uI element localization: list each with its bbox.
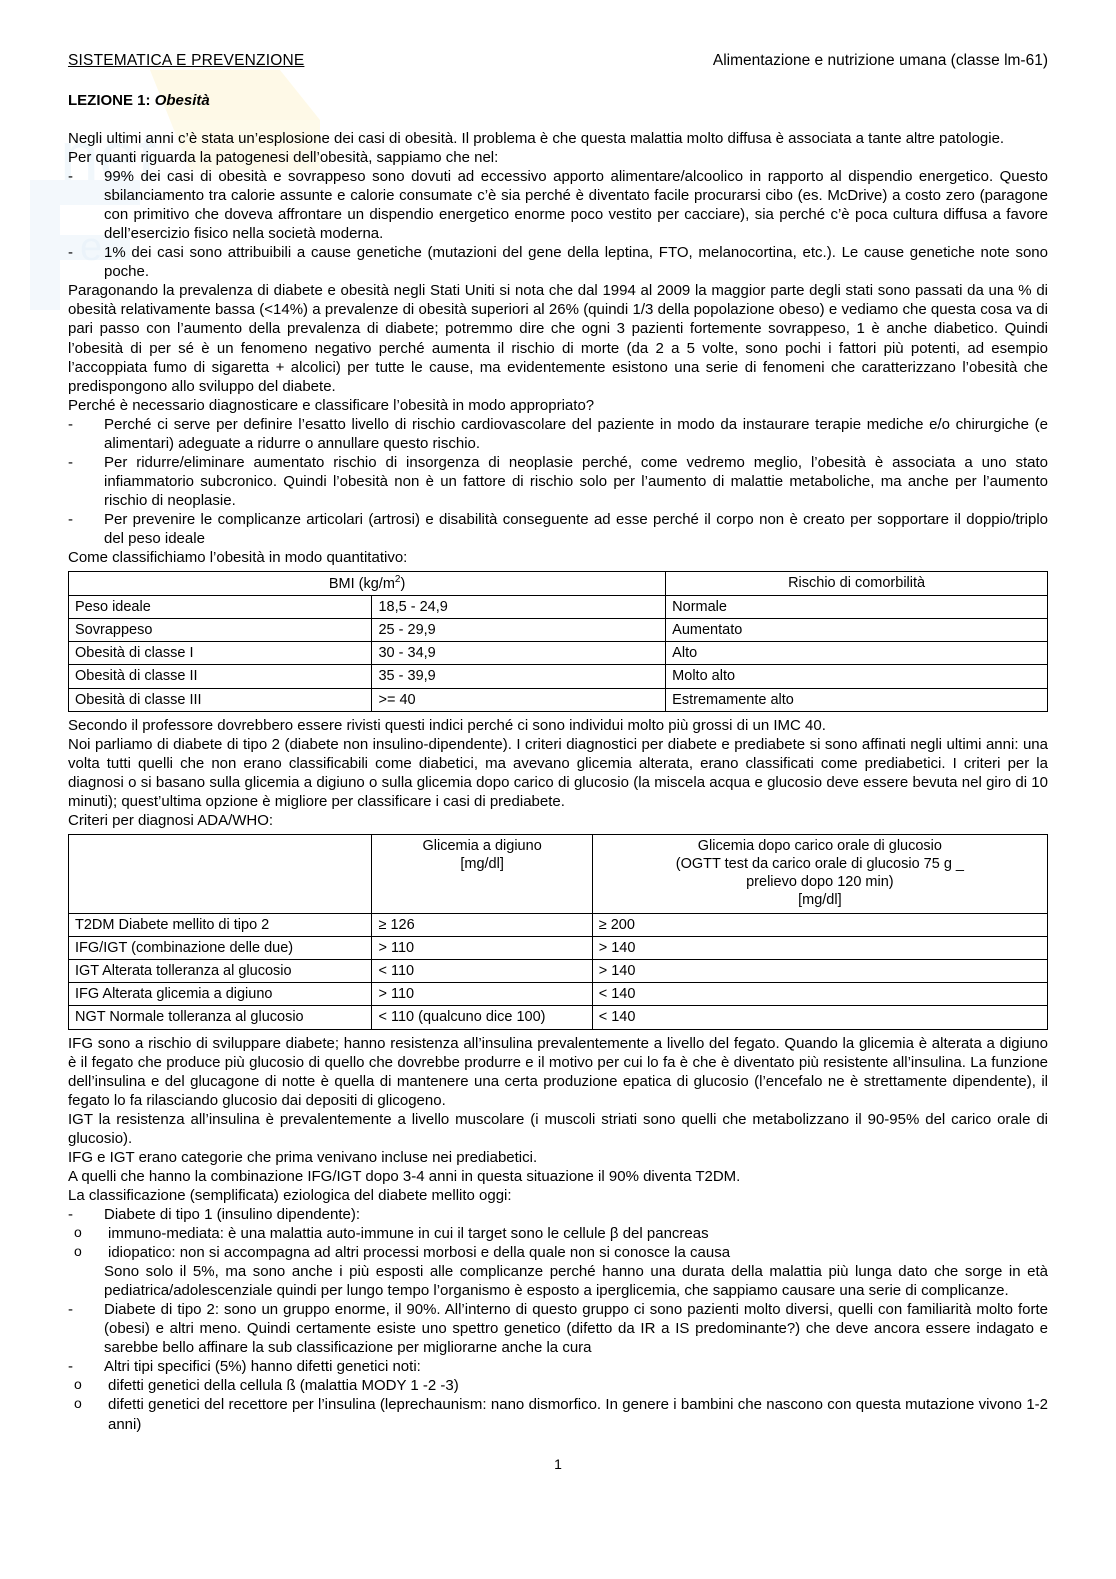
cell-category: Obesità di classe III xyxy=(69,688,372,711)
paragraph-classification-intro: La classificazione (semplificata) eziologica del diabete mellito oggi: xyxy=(68,1186,512,1204)
list-type1-subtypes xyxy=(68,1224,1048,1262)
cell-condition: IFG/IGT (combinazione delle due) xyxy=(69,937,372,960)
list-pathogenesis xyxy=(68,167,1048,281)
list-item: - Perché ci serve per definire l’esatto livello di rischio cardiovascolare del paziente in modo da instaurare terapie mediche e/o chirurgiche (e alimentari) adeguate a ridurre o annullare questo rischio. xyxy=(68,415,1048,453)
cell-ogtt: > 140 xyxy=(592,937,1047,960)
header-program-name: Alimentazione e nutrizione umana (classe lm-61) xyxy=(712,52,1048,69)
cell-bmi: 18,5 - 24,9 xyxy=(372,596,666,619)
list-item: - Diabete di tipo 2: sono un gruppo enorme, il 90%. All’interno di questo gruppo ci sono pazienti molto diversi, quelli con familiarità molto forte (obesi) e altri meno. Quindi certamente esiste uno spettro genetico (difetto da IR a IS predominante?) che deve ancora essere indagato e sarebbe bello affinare la sub classificazione per migliorarne anche la cura xyxy=(68,1300,1048,1357)
cell-risk: Alto xyxy=(666,642,1048,665)
paragraph-us-prevalence: Paragonando la prevalenza di diabete e obesità negli Stati Uniti si nota che dal 1994 al 2009 la maggior parte degli stati sono passati da una % di obesità relativamente bassa (<14%) a prevalenze di obesità superiori al 26% (quindi 1/3 della popolazione obeso) e vediamo che questa cosa va di pari passo con l’aumento della prevalenza di diabete; potremmo dire che ogni 3 pazienti fortemente sovrappeso, 1 è anche diabetico. Quindi l’obesità di per sé è un fenomeno negativo perché aumenta il rischio di morte (da 2 a 5 volte, sono pochi i fattori più potenti, ad esempio l’accoppiata fumo di sigaretta + alcolici) per tutte le cause, ma evidentemente esistono una serie di fenomeni che caratterizzano l’obesità che predispongono allo sviluppo del diabete. xyxy=(68,282,1048,395)
table-row xyxy=(69,960,1048,983)
cell-condition: IFG Alterata glicemia a digiuno xyxy=(69,983,372,1006)
cell-category: Obesità di classe II xyxy=(69,665,372,688)
cell-fasting: > 110 xyxy=(372,937,592,960)
ada-header-empty xyxy=(69,834,372,913)
table-row xyxy=(69,913,1048,936)
cell-fasting: < 110 xyxy=(372,960,592,983)
ada-who-criteria-table xyxy=(68,834,1048,1030)
ada-header-ogtt: Glicemia dopo carico orale di glucosio (OGTT test da carico orale di glucosio 75 g _ prelievo dopo 120 min) [mg/dl] xyxy=(592,834,1047,913)
paragraph-ifg-igt-categories: IFG e IGT erano categorie che prima venivano incluse nei prediabetici. xyxy=(68,1148,538,1166)
lesson-prefix: LEZIONE 1 xyxy=(68,92,146,109)
cell-fasting: > 110 xyxy=(372,983,592,1006)
cell-bmi: >= 40 xyxy=(372,688,666,711)
list-item: o difetti genetici del recettore per l’insulina (leprechaunism: nano dismorfico. In genere i bambini che nascono con questa mutazione vivono 1-2 anni) xyxy=(68,1395,1048,1433)
paragraph-ada-who-intro: Criteri per diagnosi ADA/WHO: xyxy=(68,811,274,829)
cell-ogtt: ≥ 200 xyxy=(592,913,1047,936)
table-row xyxy=(69,596,1048,619)
lesson-heading xyxy=(68,92,1048,109)
cell-ogtt: < 140 xyxy=(592,983,1047,1006)
cell-bmi: 35 - 39,9 xyxy=(372,665,666,688)
cell-fasting: < 110 (qualcuno dice 100) xyxy=(372,1006,592,1029)
list-diabetes-types xyxy=(68,1205,1048,1224)
bmi-classification-table xyxy=(68,571,1048,712)
cell-risk: Molto alto xyxy=(666,665,1048,688)
list-item: - 99% dei casi di obesità e sovrappeso sono dovuti ad eccessivo apporto alimentare/alcoolico in rapporto al dispendio energetico. Questo sbilanciamento tra calorie assunte e calorie consumate c’è sia perché è diventato facile procurarsi cibo (es. McDrive) a costo zero (paragone con primitivo che doveva affrontare un dispendio energetico enorme poco vestito per cacciare), sia perché c’è poca cultura diffusa a favore dell’esercizio fisico nella società moderna. xyxy=(68,167,1048,243)
lesson-separator: : xyxy=(145,92,155,109)
bmi-header-exponent: 2 xyxy=(394,574,401,586)
list-item: - Diabete di tipo 1 (insulino dipendente): xyxy=(68,1205,1048,1224)
table-row xyxy=(69,688,1048,711)
paragraph-why-classify: Perché è necessario diagnosticare e classificare l’obesità in modo appropriato? xyxy=(68,396,595,414)
list-other-specific-types xyxy=(68,1376,1048,1433)
page-number: 1 xyxy=(554,1455,562,1472)
table-header-row xyxy=(69,572,1048,596)
cell-bmi: 25 - 29,9 xyxy=(372,619,666,642)
list-diabetes-types-2 xyxy=(68,1300,1048,1376)
table-row xyxy=(69,1006,1048,1029)
bmi-header-bmi: BMI $(kg/m^2)$ xyxy=(69,572,666,596)
cell-condition: IGT Alterata tolleranza al glucosio xyxy=(69,960,372,983)
table-row xyxy=(69,665,1048,688)
paragraph-pathogenesis-intro: Per quanti riguarda la patogenesi dell’obesità, sappiamo che nel: xyxy=(68,149,499,167)
bmi-header-risk: Rischio di comorbilità xyxy=(666,572,1048,596)
list-item: - Per ridurre/eliminare aumentato rischio di insorgenza di neoplasie perché, come vedremo meglio, l’obesità è associata a uno stato infiammatorio subcronico. Quindi l’obesità non è un fattore di rischio solo per l’aumento di malattie metaboliche, ma anche per l’aumento rischio di neoplasie. xyxy=(68,453,1048,510)
cell-category: Peso ideale xyxy=(69,596,372,619)
cell-category: Sovrappeso xyxy=(69,619,372,642)
cell-risk: Normale xyxy=(666,596,1048,619)
list-item: - Per prevenire le complicanze articolari (artrosi) e disabilità conseguente ad esse perché il corpo non è creato per sopportare il doppio/triplo del peso ideale xyxy=(68,510,1048,548)
header-course-title: SISTEMATICA E PREVENZIONE xyxy=(68,52,305,69)
paragraph-type1-note: Sono solo il 5%, ma sono anche i più esposti alle complicanze perché hanno una durata della malattia più lunga dato che sorge in età pediatrica/adolescenziale quindi per lungo tempo l’organismo è esposto a iperglicemia, che sappiamo causare una serie di complicanze. xyxy=(104,1263,1048,1300)
cell-risk: Aumentato xyxy=(666,619,1048,642)
table-row xyxy=(69,642,1048,665)
cell-risk: Estremamente alto xyxy=(666,688,1048,711)
list-item: - 1% dei casi sono attribuibili a cause genetiche (mutazioni del gene della leptina, FTO, melanocortina, etc.). Le cause genetiche note sono poche. xyxy=(68,243,1048,281)
list-item: o immuno-mediata: è una malattia auto-immune in cui il target sono le cellule β del pancreas xyxy=(68,1224,1048,1243)
paragraph-ifg: IFG sono a rischio di sviluppare diabete; hanno resistenza all’insulina prevalentemente a livello del fegato. Quando la glicemia è alterata a digiuno è il fegato che produce più glucosio di quello che dovrebbe produrre e il motivo per cui lo fa è che è diventato più resistente all’insulina. La funzione dell’insulina e del glucagone di notte è quella di mantenere una certa produzione epatica di glucosio (l’encefalo ne è strettamente dipendente), il fegato lo fa rilasciando glucosio dai depositi di glicogeno. xyxy=(68,1034,1048,1109)
svg-text:e: e xyxy=(80,225,103,269)
paragraph-type2-criteria: Noi parliamo di diabete di tipo 2 (diabete non insulino-dipendente). I criteri diagnostici per diabete e prediabete si sono affinati negli ultimi anni: una volta tutti quelli che non erano classificabili come diabetici, ma avevano glicemia alterata, erano classificati come prediabetici. I criteri per la diagnosi o si basano sulla glicemia a digiuno o sulla glicemia dopo carico di glucosio (la miscela acqua e glucosio deve essere bevuta nel giro di 10 minuti); quest’ultima opzione è migliore per classificare i casi di prediabete. xyxy=(68,735,1048,810)
paragraph-igt: IGT la resistenza all’insulina è prevalentemente a livello muscolare (i muscoli striati sono quelli che metabolizzano il 90-95% del carico orale di glucosio). xyxy=(68,1110,1048,1147)
cell-condition: T2DM Diabete mellito di tipo 2 xyxy=(69,913,372,936)
list-item: o idiopatico: non si accompagna ad altri processi morbosi e della quale non si conosce la causa xyxy=(68,1243,1048,1262)
paragraph-quantitative-intro: Come classifichiamo l’obesità in modo quantitativo: xyxy=(68,549,408,567)
cell-ogtt: > 140 xyxy=(592,960,1047,983)
cell-bmi: 30 - 34,9 xyxy=(372,642,666,665)
cell-category: Obesità di classe I xyxy=(69,642,372,665)
table-row xyxy=(69,983,1048,1006)
page-header xyxy=(68,52,1048,70)
svg-text:net: net xyxy=(60,117,158,195)
ada-header-fasting: Glicemia a digiuno [mg/dl] xyxy=(372,834,592,913)
table-row xyxy=(69,619,1048,642)
lesson-name: Obesità xyxy=(154,92,210,109)
paragraph-combination-t2dm: A quelli che hanno la combinazione IFG/IGT dopo 3-4 anni in questa situazione il 90% diventa T2DM. xyxy=(68,1167,741,1185)
list-item: - Altri tipi specifici (5%) hanno difetti genetici noti: xyxy=(68,1357,1048,1376)
cell-condition: NGT Normale tolleranza al glucosio xyxy=(69,1006,372,1029)
list-reasons xyxy=(68,415,1048,548)
paragraph-indices-review: Secondo il professore dovrebbero essere rivisti questi indici perché ci sono individui molto più grossi di un IMC 40. xyxy=(68,716,826,734)
cell-ogtt: < 140 xyxy=(592,1006,1047,1029)
cell-fasting: ≥ 126 xyxy=(372,913,592,936)
list-item: o difetti genetici della cellula ß (malattia MODY 1 -2 -3) xyxy=(68,1376,1048,1395)
table-header-row xyxy=(69,834,1048,913)
paragraph-intro: Negli ultimi anni c’è stata un’esplosione dei casi di obesità. Il problema è che questa malattia molto diffusa è associata a tante altre patologie. xyxy=(68,130,1005,147)
table-row xyxy=(69,937,1048,960)
